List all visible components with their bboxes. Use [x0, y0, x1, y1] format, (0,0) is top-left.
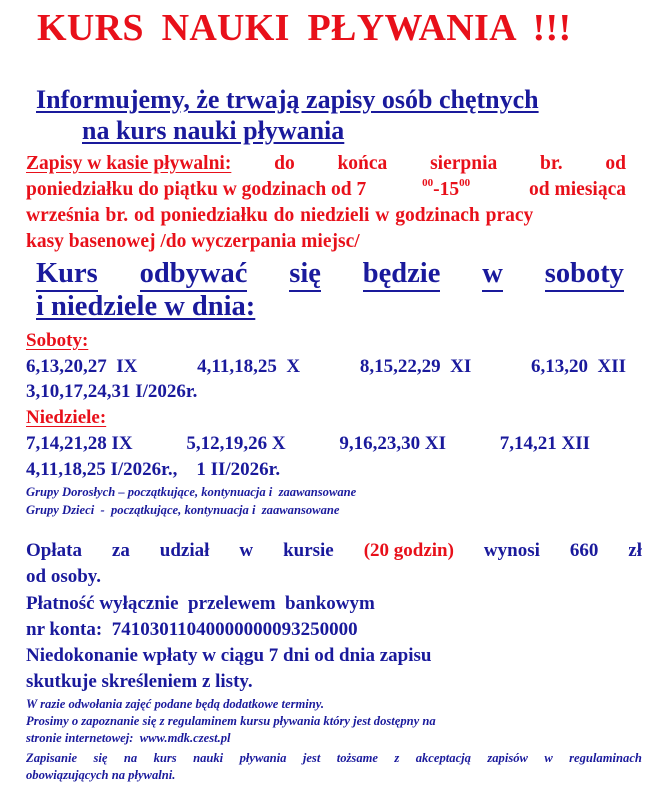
groups-children: Grupy Dzieci - początkujące, kontynuacja i zaawansowane: [26, 503, 340, 517]
groups-adults: Grupy Dorosłych – początkujące, kontynuacja i zaawansowane: [26, 485, 357, 499]
registration-line3: września br. od poniedziałku do niedzieli w godzinach pracy: [26, 205, 534, 226]
fee-line1: Opłata za udział w kursie (20 godzin) wynosi 660 zł: [26, 540, 642, 561]
sundays-dates-line2: 4,11,18,25 I/2026r., 1 II/2026r.: [26, 459, 281, 480]
payment-deadline-line2: skutkuje skreśleniem z listy.: [26, 671, 253, 692]
saturdays-label: Soboty:: [26, 330, 89, 351]
page-title: KURS NAUKI PŁYWANIA !!!: [37, 7, 572, 49]
fee-line2: od osoby.: [26, 566, 101, 587]
payment-deadline-line1: Niedokonanie wpłaty w ciągu 7 dni od dnia zapisu: [26, 645, 432, 666]
registration-line2: poniedziałku do piątku w godzinach od 7 $^{00}-15^{00}$ od miesiąca: [26, 177, 626, 200]
note-cancellation: W razie odwołania zajęć podane będą dodatkowe terminy.: [26, 697, 325, 711]
info-heading-line2: na kurs nauki pływania: [82, 116, 345, 145]
bank-account: nr konta: 74103011040000000093250000: [26, 619, 358, 640]
registration-line4: kasy basenowej /do wyczerpania miejsc/: [26, 231, 360, 252]
registration-line1: Zapisy w kasie pływalni: do końca sierpnia br. od: [26, 153, 626, 174]
note-regulation-line2: stronie internetowej: www.mdk.czest.pl: [26, 731, 231, 745]
saturdays-dates-line2: 3,10,17,24,31 I/2026r.: [26, 381, 198, 402]
schedule-heading-line2: i niedziele w dnia:: [36, 291, 256, 322]
saturdays-dates-line1: 6,13,20,27 IX 4,11,18,25 X 8,15,22,29 XI 6,13,20 XII: [26, 356, 626, 377]
note-regulation-line1: Prosimy o zapoznanie się z regulaminem kursu pływania który jest dostępny na: [26, 714, 436, 728]
sundays-label: Niedziele:: [26, 407, 107, 428]
sundays-dates-line1: 7,14,21,28 IX 5,12,19,26 X 9,16,23,30 XI 7,14,21 XII: [26, 433, 590, 454]
registration-label: Zapisy w kasie pływalni:: [26, 153, 232, 174]
info-heading-line1: Informujemy, że trwają zapisy osób chętnych: [36, 85, 539, 114]
payment-method: Płatność wyłącznie przelewem bankowym: [26, 593, 375, 614]
note-acceptance-line1: Zapisanie się na kurs nauki pływania jest tożsame z akceptacją zapisów w regulaminach: [26, 751, 642, 765]
schedule-heading-line1: Kurs odbywać się będzie w soboty: [36, 258, 624, 292]
fee-hours: (20 godzin): [363, 540, 454, 561]
note-acceptance-line2: obowiązujących na pływalni.: [26, 768, 176, 782]
